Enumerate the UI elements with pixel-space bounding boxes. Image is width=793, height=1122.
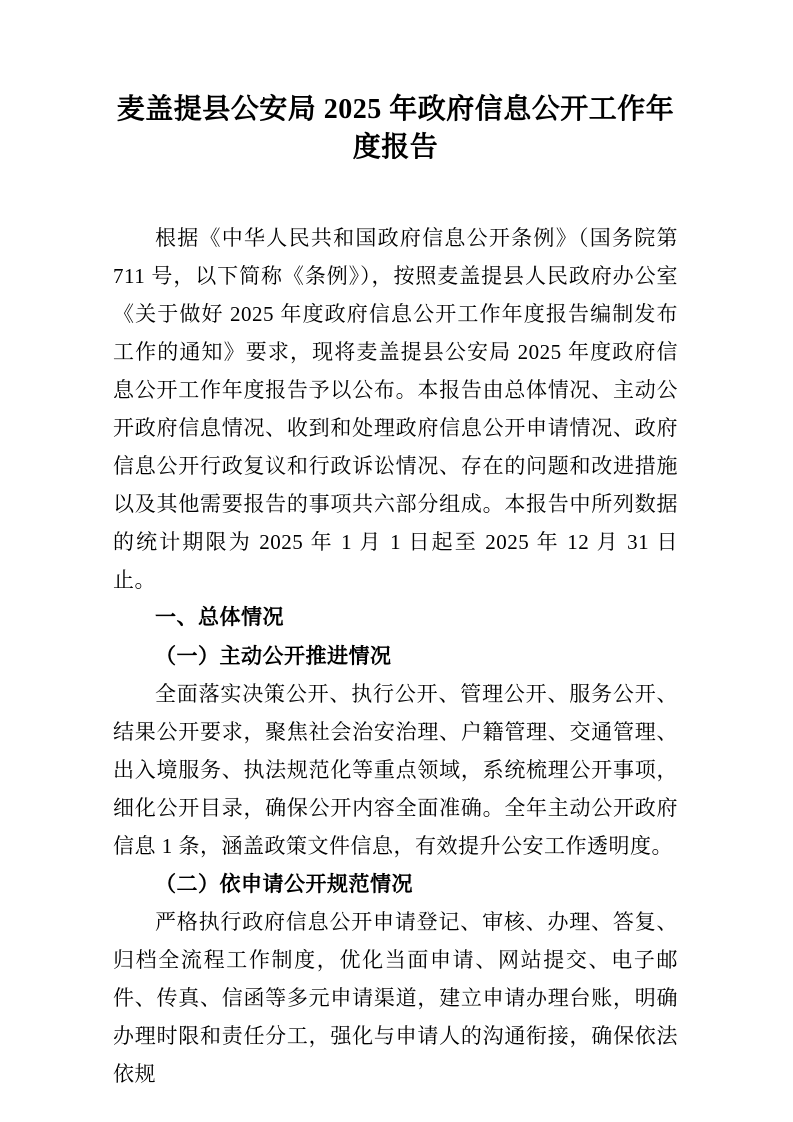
subsection-heading-disclosure-upon-request: （二）依申请公开规范情况 [155,872,413,896]
section-heading-overall-situation: 一、总体情况 [155,606,284,629]
intro-paragraph: 根据《中华人民共和国政府信息公开条例》（国务院第 711 号，以下简称《条例》），按照麦盖提县人民政府办公室《关于做好 2025 年度政府信息公开工作年度报告编制发布工作的通知》要求，现将麦盖提县公安局 2025 年度政府信息公开工作年度报告予以公布。本报告由总体情况、主动公开政府信息情况、收到和处理政府信息公开申请情况、政府信息公开行政复议和行政诉讼情况、存在的问题和改进措施以及其他需要报告的事项共六部分组成。本报告中所列数据的统计期限为 2025 年 1 月 1 日起至 2025 年 12 月 31 日止。 [113,226,678,592]
disclosure-upon-request-paragraph: 严格执行政府信息公开申请登记、审核、办理、答复、归档全流程工作制度，优化当面申请、网站提交、电子邮件、传真、信函等多元申请渠道，建立申请办理台账，明确办理时限和责任分工，强化与申请人的沟通衔接，确保依法依规 [113,910,678,1086]
subsection-heading-proactive-disclosure: （一）主动公开推进情况 [155,644,392,668]
document-title: 麦盖提县公安局 2025 年政府信息公开工作年度报告 [116,94,675,163]
proactive-disclosure-paragraph: 全面落实决策公开、执行公开、管理公开、服务公开、结果公开要求，聚焦社会治安治理、户籍管理、交通管理、出入境服务、执法规范化等重点领域，系统梳理公开事项，细化公开目录，确保公开内容全面准确。全年主动公开政府信息 1 条，涵盖政策文件信息，有效提升公安工作透明度。 [113,682,678,858]
